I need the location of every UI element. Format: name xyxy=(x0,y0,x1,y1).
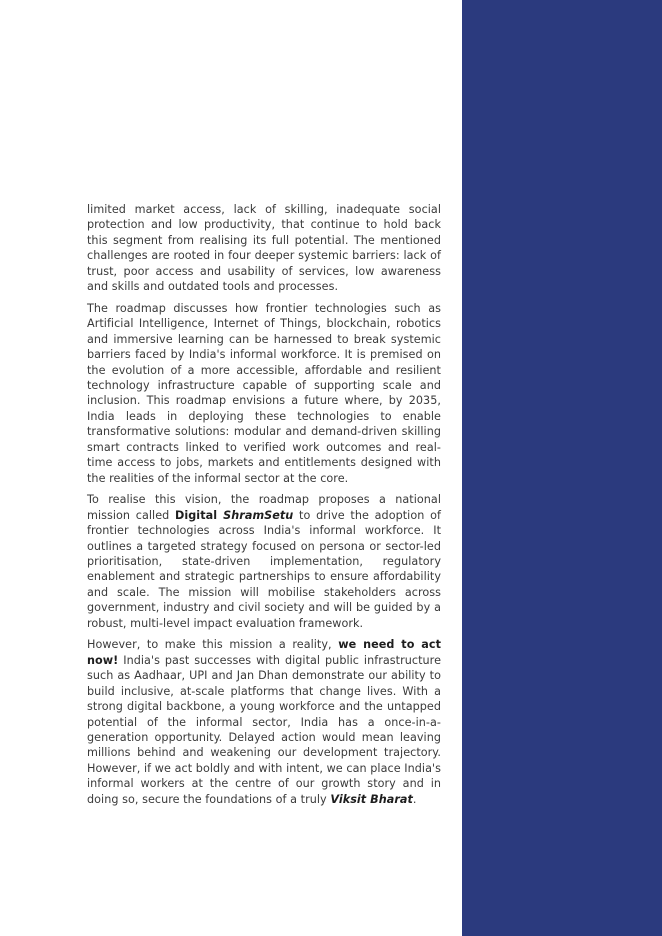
paragraph-roadmap-text: The roadmap discusses how frontier technologies such as Artificial Intelligence, Internet of Things, blockchain, robotics and immersive learning can be harnessed to break systemic barriers faced by India's informal workforce. It is premised on the evolution of a more accessible, affordable and resilient technology infrastructure capable of supporting scale and inclusion. This roadmap envisions a future where, by 2035, India leads in deploying these technologies to enable transformative solutions: modular and demand-driven skilling smart contracts linked to verified work outcomes and real-time access to jobs, markets and entitlements designed with the realities of the informal sector at the core. xyxy=(87,301,441,485)
body-text-column xyxy=(87,202,441,813)
paragraph-cta-intro: However, to make this mission a reality, xyxy=(87,638,339,652)
viksit-bharat-emphasis xyxy=(330,793,413,806)
paragraph-mission xyxy=(87,492,441,631)
paragraph-mission-intro: To realise this vision, the roadmap proposes a national mission called xyxy=(87,493,441,522)
paragraph-cta-end: . xyxy=(412,792,417,806)
mission-name-prefix: Digital xyxy=(175,508,224,522)
paragraph-cta-body: India's past successes with digital public infrastructure such as Aadhaar, UPI and Jan Dhan demonstrate our ability to build inclusive, at-scale platforms that change lives. With a strong digital backbone, a young workforce and the untapped potential of the informal sector, India has a once-in-a-generation opportunity. Delayed action would mean leaving millions behind and weakening our development trajectory. However, if we act boldly and with intent, we can place India's informal workers at the centre of our growth story and in doing so, secure the foundations of a truly xyxy=(87,653,441,806)
mission-name xyxy=(175,509,293,522)
paragraph-barriers-text: limited market access, lack of skilling, inadequate social protection and low productivity, that continue to hold back this segment from realising its full potential. The mentioned challenges are rooted in four deeper systemic barriers: lack of trust, poor access and usability of services, low awareness and skills and outdated tools and processes. xyxy=(87,203,441,294)
decorative-side-band xyxy=(462,0,662,936)
paragraph-barriers xyxy=(87,202,441,295)
mission-name-emphasis: ShramSetu xyxy=(223,508,294,522)
viksit-bharat-text: Viksit Bharat xyxy=(330,792,413,806)
paragraph-roadmap xyxy=(87,301,441,486)
call-to-action-emphasis: we need to act now! xyxy=(87,638,441,667)
paragraph-mission-body: to drive the adoption of frontier technologies across India's informal workforce. It outlines a targeted strategy focused on persona or sector-led prioritisation, state-driven implementation, regulatory enablement and strategic partnerships to ensure affordability and scale. The mission will mobilise stakeholders across government, industry and civil society and will be guided by a robust, multi-level impact evaluation framework. xyxy=(87,508,441,630)
paragraph-call-to-action xyxy=(87,637,441,807)
